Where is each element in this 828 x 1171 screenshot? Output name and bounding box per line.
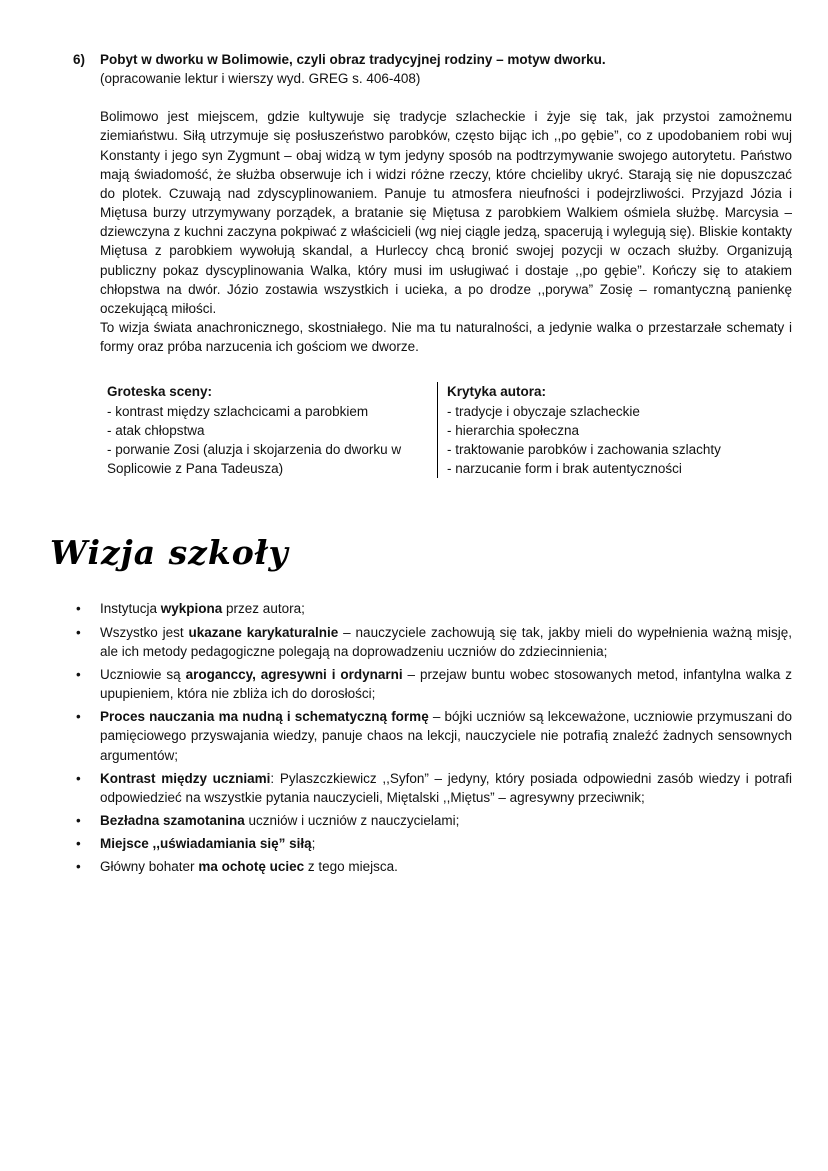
table-column-krytyka [437,382,792,478]
section-header-text [100,50,792,88]
bullet-text: Uczniowie są [100,666,186,682]
bullet-text: Instytucja [100,601,161,617]
bullet-item [100,834,792,853]
paragraph-bolimowo: Bolimowo jest miejscem, gdzie kultywuje się tradycje szlacheckie i żyje się tak, jak przystoi zamożnemu ziemiaństwu. Siłą utrzymuje się posłuszeństwo parobków, często bijąc ich ,,po gębie”, co z upodobaniem robi wuj Konstanty i jego syn Zygmunt – obaj widzą w tym jedyny sposób na podtrzymywanie swojego autorytetu. Państwo mają świadomość, że służba obserwuje ich i widzi różne rzeczy, które chcieliby ukryć. Starają się nie dopuszczać do plotek. Czuwają nad zdyscyplinowaniem. Panuje tu atmosfera nieufności i podejrzliwości. Przyjazd Józia i Miętusa burzy utrzymywany porządek, a bratanie się Miętusa z parobkiem Walkiem ośmiela służbę. Marcysia – dziewczyna z kuchni zaczyna pokpiwać z właścicieli (wg niej ciągle jedzą, spacerują i wylegują się). Bliskie kontakty Miętusa z parobkiem wywołują skandal, a Hurleccy chcą bronić swojej pozycji w oczach służby. Organizują publiczny pokaz dyscyplinowania Walka, który musi im usługiwać i dostaje ,,po gębie”. Kończy się to atakiem chłopstwa na dwór. Józio zostawia wszystkich i ucieka, a po drodze ,,porywa” Zosię – romantyczną panienkę oczekującą miłości. [100,109,792,316]
school-bullet-list [0,599,828,940]
column-items-krytyka [447,402,792,479]
table-item: - tradycje i obyczaje szlacheckie [447,403,640,419]
table-item: - narzucanie form i brak autentyczności [447,460,682,476]
bullet-text: – nauczyciele zachowują się tak, jakby mieli do wypełnienia ważną misję, ale ich metody pedagogiczne polegają na doprowadzeniu uczniów do zdziecinnienia; [100,624,792,659]
table-item: - traktowanie parobków i zachowania szlachty [447,441,721,457]
bullet-text: : Pylaszczkiewicz ,,Syfon” – jedyny, który posiada odpowiedni zasób wiedzy i potrafi odpowiedzieć na wszystkie pytania nauczycieli, Miętalski ,,Miętus” – agresywny przeciwnik; [100,770,792,805]
bullet-text-bold: aroganccy, agresywni i ordynarni [185,666,403,682]
bullet-item [100,599,792,618]
bullet-text: uczniów i uczniów z nauczycielami; [244,812,460,828]
bullet-text: Główny bohater [100,859,199,875]
bullet-item [100,707,792,764]
column-heading-groteska: Groteska sceny: [107,384,213,400]
bullet-text-bold: Proces nauczania ma nudną i schematyczną formę [100,709,429,725]
section-body [0,107,828,478]
column-items-groteska [107,402,427,479]
grotesque-critique-table [100,382,792,478]
bullet-item [100,769,792,807]
bullet-text-bold: wykpiona [160,601,223,617]
bullet-item [100,857,792,876]
table-item: - kontrast między szlachcicami a parobkiem [107,403,369,419]
bullet-text-bold: ma ochotę uciec [198,859,305,875]
bullet-text: Wszystko jest [100,624,189,640]
table-item: - hierarchia społeczna [447,422,580,438]
section-subtitle: (opracowanie lektur i wierszy wyd. GREG s. 406-408) [100,71,421,87]
bullet-text: – bójki uczniów są lekceważone, uczniowie przymuszani do pamięciowego przyswajania wiedzy, panuje chaos na lekcji, nauczyciele nie potrafią znaleźć żadnych sensownych argumentów; [100,709,792,763]
section-header [0,50,828,88]
table-item: - atak chłopstwa [107,422,205,438]
bullet-text-bold: Miejsce ,,uświadamiania się” siłą [100,836,312,852]
table-column-groteska [100,382,437,478]
bullet-item [100,665,792,703]
bullet-text: przez autora; [222,601,305,617]
bullet-item [100,623,792,661]
paragraph-conclusion: To wizja świata anachronicznego, skostniałego. Nie ma tu naturalności, a jedynie walka o przestarzałe schematy i formy oraz próba narzucenia ich gościom we dworze. [100,320,792,355]
bullet-item [100,811,792,830]
bullet-text: – przejaw buntu wobec stosowanych metod, infantylna walka z upupieniem, która nie zbliża ich do dorosłości; [100,666,792,702]
section-number: 6) [73,52,86,67]
handwritten-heading: Wizja szkoły [50,533,289,573]
bullet-text: ; [311,836,316,852]
bullet-text-bold: ukazane karykaturalnie [188,624,339,640]
column-heading-krytyka: Krytyka autora: [447,384,547,400]
bullet-text: z tego miejsca. [304,859,398,875]
section-title: Pobyt w dworku w Bolimowie, czyli obraz tradycyjnej rodziny – motyw dworku. [100,52,606,67]
bullet-text-bold: Bezładna szamotanina [100,812,245,828]
table-item: - porwanie Zosi (aluzja i skojarzenia do dworku w Soplicowie z Pana Tadeusza) [107,441,402,476]
bullet-text-bold: Kontrast między uczniami [100,770,271,786]
